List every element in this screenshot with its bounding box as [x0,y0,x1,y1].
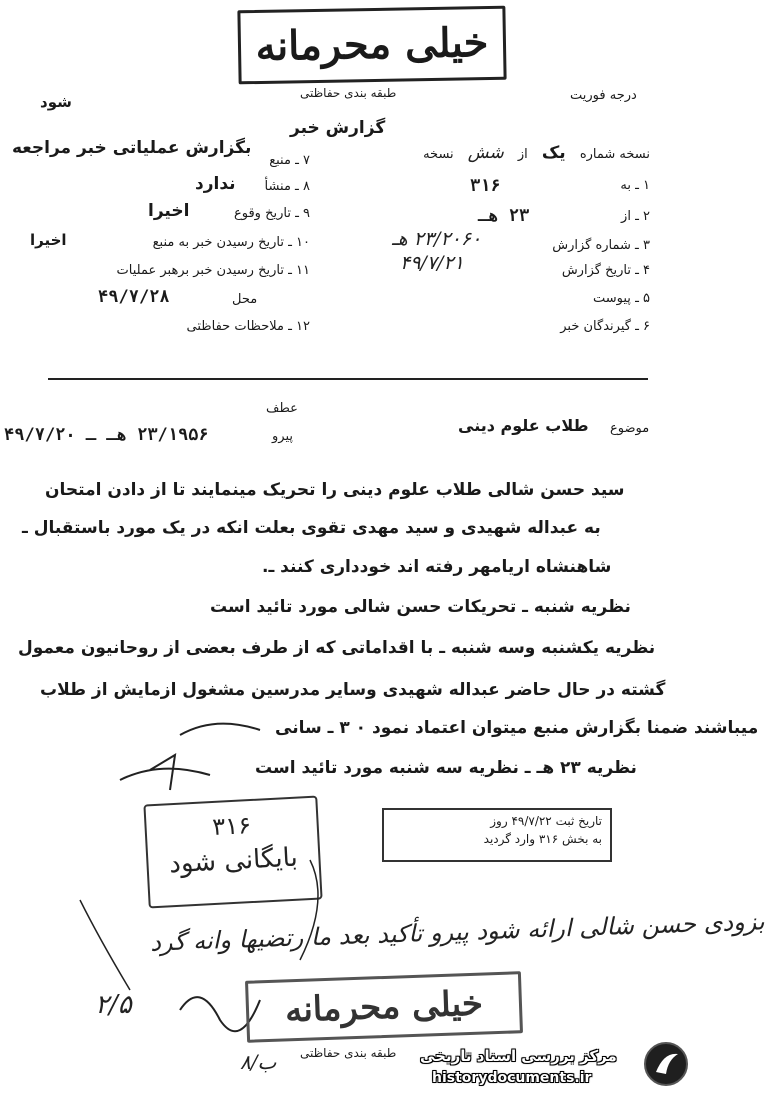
field-origin-label: ۸ ـ منشأ [264,179,310,194]
atf-prefix: پیرو [272,429,293,444]
bottom-classification-caption: طبقه بندی حفاظتی [300,1046,397,1060]
watermark-logo-icon [646,1044,686,1084]
body-line-4: نظریه شنبه ـ تحریکات حسن شالی مورد تائید است [210,597,631,617]
handwritten-note-side: ۲/۵ [95,990,132,1020]
field-place-label: محل [232,292,258,307]
shavad-text: شود [40,93,72,111]
copy-number-label: نسخه شماره [579,147,650,162]
field-report-number-label: ۳ ـ شماره گزارش [552,238,650,253]
archive-stamp-number: ۳۱۶ [211,811,252,842]
receipt-stamp-line2: به بخش ۳۱۶ وارد گردید [483,832,602,846]
field-report-number-value: ۲۳/۲۰۶۰ هـ [392,228,482,250]
top-classification-text: خیلی محرمانه [255,18,489,71]
receipt-stamp-line1: تاریخ ثبت ۴۹/۷/۲۲ روز [490,814,602,828]
top-classification-caption: طبقه بندی حفاظتی [300,86,397,100]
copy-number-value: یک [541,143,566,163]
bottom-classification-text: خیلی محرمانه [284,983,484,1031]
body-line-5: نظریه یکشنبه وسه شنبه ـ با اقداماتی که از طرف بعضی از روحانیون معمول [18,638,656,658]
watermark-logo [644,1042,688,1086]
field-report-date-label: ۴ ـ تاریخ گزارش [561,263,650,278]
subject-value: طلاب علوم دینی [458,416,589,435]
atf-value: ۲۳/۱۹۵۶ هـ ـ ۴۹/۷/۲۰ [4,425,209,445]
field-report-date-value: ۴۹/۷/۲۱ [400,252,464,274]
field-to-value: ۳۱۶ [470,176,501,196]
bottom-classification-stamp [245,971,523,1043]
handwritten-initials: ب/۸ [240,1050,277,1074]
field-occurrence-value: اخیرا [148,201,190,221]
watermark-org: مرکز بررسی اسناد تاریخی [420,1047,617,1065]
field-to-label: ۱ ـ به [620,178,650,193]
archive-stamp-text: بایگانی شود [168,842,299,880]
body-line-3: شاهنشاه اریامهر رفته اند خودداری کنند ـ. [262,557,612,577]
body-line-8: نظریه ۲۳ هـ ـ نظریه سه شنبه مورد تائید است [255,758,637,778]
body-line-6: گشته در حال حاضر عبداله شهیدی وسایر مدرسین مشغول ازمایش از طلاب [40,680,666,700]
report-title: گزارش خبر [290,118,386,138]
field-attachment-label: ۵ ـ پیوست [593,291,650,306]
copy-suffix: نسخه [423,147,454,162]
copy-total-value: شش [467,143,504,163]
field-recipients-label: ۶ ـ گیرندگان خبر [560,319,650,334]
field-security-notes-label: ۱۲ ـ ملاحظات حفاظتی [186,319,310,334]
subject-label: موضوع [610,421,650,436]
atf-label: عطف [266,401,298,416]
field-source-label: ۷ ـ منبع [269,153,310,168]
body-line-2: به عبداله شهیدی و سید مهدی تقوی بعلت انکه در یک مورد باستقبال ـ [22,518,601,538]
field-origin-value: ندارد [195,174,236,194]
field-source-received-value: اخیرا [30,231,67,249]
body-line-1: سید حسن شالی طلاب علوم دینی را تحریک مینمایند تا از دادن امتحان [45,480,625,500]
field-from-value: ۲۳ هـ [478,206,530,226]
referral-label: بگزارش عملیاتی خبر مراجعه [12,138,252,158]
field-source-received-label: ۱۰ ـ تاریخ رسیدن خبر به منبع [152,235,310,250]
body-line-7: میباشند ضمنا بگزارش منبع میتوان اعتماد نمود ۰ ۳ ـ سانی [275,718,759,738]
field-leader-received-label: ۱۱ ـ تاریخ رسیدن خبر برهبر عملیات [116,263,310,278]
field-from-label: ۲ ـ از [621,209,650,224]
field-occurrence-label: ۹ ـ تاریخ وقوع [233,206,310,221]
field-place-value: ۴۹/۷/۲۸ [98,287,170,307]
watermark-url: historydocuments.ir [432,1070,592,1086]
priority-label: درجه فوریت [570,88,637,103]
copy-of-label: از [517,147,528,162]
handwritten-note-main: بزودی حسن شالی ارائه شود پیرو تأکید بعد ما رتضیها وانه گرد [149,907,765,957]
